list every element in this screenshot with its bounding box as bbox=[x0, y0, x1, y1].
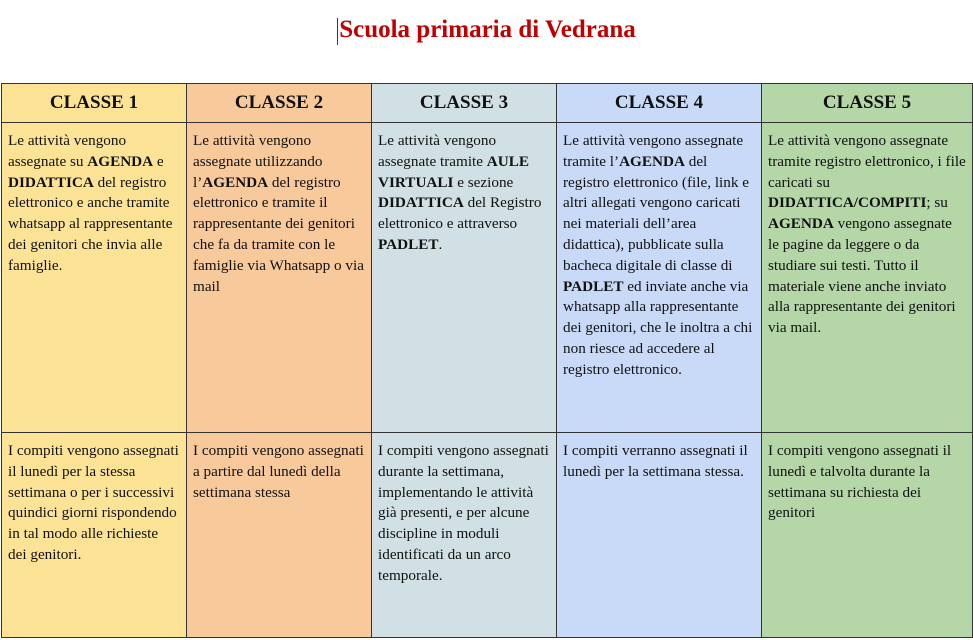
page-title bbox=[337, 16, 636, 44]
text-run: del registro elettronico e tramite il rappresentante dei genitori che fa da tramite con le famiglie via Whatsapp o via mail bbox=[193, 173, 364, 295]
assignment-cell-classe-5 bbox=[762, 123, 973, 433]
header-classe-2: CLASSE 2 bbox=[187, 84, 372, 123]
assignment-cell-classe-1 bbox=[2, 123, 187, 433]
title-container bbox=[0, 16, 973, 44]
bold-keyword: AGENDA bbox=[619, 152, 685, 170]
bold-keyword: PADLET bbox=[563, 277, 624, 295]
classes-table bbox=[1, 83, 973, 638]
text-cursor bbox=[337, 18, 338, 45]
bold-keyword: DIDATTICA bbox=[378, 194, 464, 212]
schedule-row bbox=[2, 433, 973, 638]
text-run: . bbox=[438, 235, 443, 253]
bold-keyword: AGENDA bbox=[87, 152, 154, 170]
text-run: del registro elettronico (file, link e altri allegati vengono caricati nei materiali dell’area didattica), pubblicate sulla bacheca digitale di classe di bbox=[563, 152, 749, 274]
bold-keyword: DIDATTICA bbox=[8, 173, 94, 191]
assignment-cell-classe-4 bbox=[557, 123, 762, 433]
text-run: del Registro elettronico e attraverso bbox=[378, 194, 542, 233]
header-classe-3: CLASSE 3 bbox=[372, 84, 557, 123]
assignment-row bbox=[2, 123, 973, 433]
bold-keyword: PADLET bbox=[378, 235, 439, 253]
bold-keyword: DIDATTICA/COMPITI bbox=[768, 194, 927, 212]
bold-keyword: AULE VIRTUALI bbox=[378, 152, 529, 191]
schedule-cell-classe-4: I compiti verranno assegnati il lunedì per la settimana stessa. bbox=[557, 433, 762, 638]
text-run: ; su bbox=[926, 194, 948, 212]
text-run: Le attività vengono assegnate tramite bbox=[378, 132, 497, 170]
text-run: ed inviate anche via whatsapp alla rappresentante dei genitori, che le inoltra a chi non riesce ad accedere al registro elettronico. bbox=[563, 277, 753, 378]
text-run: Le attività vengono assegnate utilizzando l’ bbox=[193, 132, 323, 191]
header-classe-4: CLASSE 4 bbox=[557, 84, 762, 123]
header-classe-1: CLASSE 1 bbox=[2, 84, 187, 123]
header-row bbox=[2, 84, 973, 123]
text-run: Le attività vengono assegnate su bbox=[8, 132, 127, 170]
text-run: Le attività vengono assegnate tramite l’ bbox=[563, 132, 744, 170]
schedule-cell-classe-1: I compiti vengono assegnati il lunedì per la stessa settimana o per i successivi quindici giorni rispondendo in tal modo alle richieste dei genitori. bbox=[2, 433, 187, 638]
schedule-cell-classe-3: I compiti vengono assegnati durante la settimana, implementando le attività già presenti, e per alcune discipline in moduli identificati da un arco temporale. bbox=[372, 433, 557, 638]
text-run: vengono assegnate le pagine da leggere o da studiare sui testi. Tutto il materiale viene anche inviato alla rappresentante dei genitori via mail. bbox=[768, 215, 956, 337]
schedule-cell-classe-2: I compiti vengono assegnati a partire dal lunedì della settimana stessa bbox=[187, 433, 372, 638]
header-classe-5: CLASSE 5 bbox=[762, 84, 973, 123]
assignment-cell-classe-3 bbox=[372, 123, 557, 433]
page-title-text: Scuola primaria di Vedrana bbox=[339, 16, 636, 43]
text-run: e sezione bbox=[453, 173, 514, 191]
bold-keyword: AGENDA bbox=[768, 215, 834, 233]
text-run: e bbox=[153, 152, 164, 170]
text-run: del registro elettronico e anche tramite whatsapp al rappresentante dei genitori che invia alle famiglie. bbox=[8, 173, 173, 274]
assignment-cell-classe-2 bbox=[187, 123, 372, 433]
bold-keyword: AGENDA bbox=[202, 173, 269, 191]
schedule-cell-classe-5: I compiti vengono assegnati il lunedì e talvolta durante la settimana su richiesta dei genitori bbox=[762, 433, 973, 638]
text-run: Le attività vengono assegnate tramite registro elettronico, i file caricati su bbox=[768, 132, 966, 191]
